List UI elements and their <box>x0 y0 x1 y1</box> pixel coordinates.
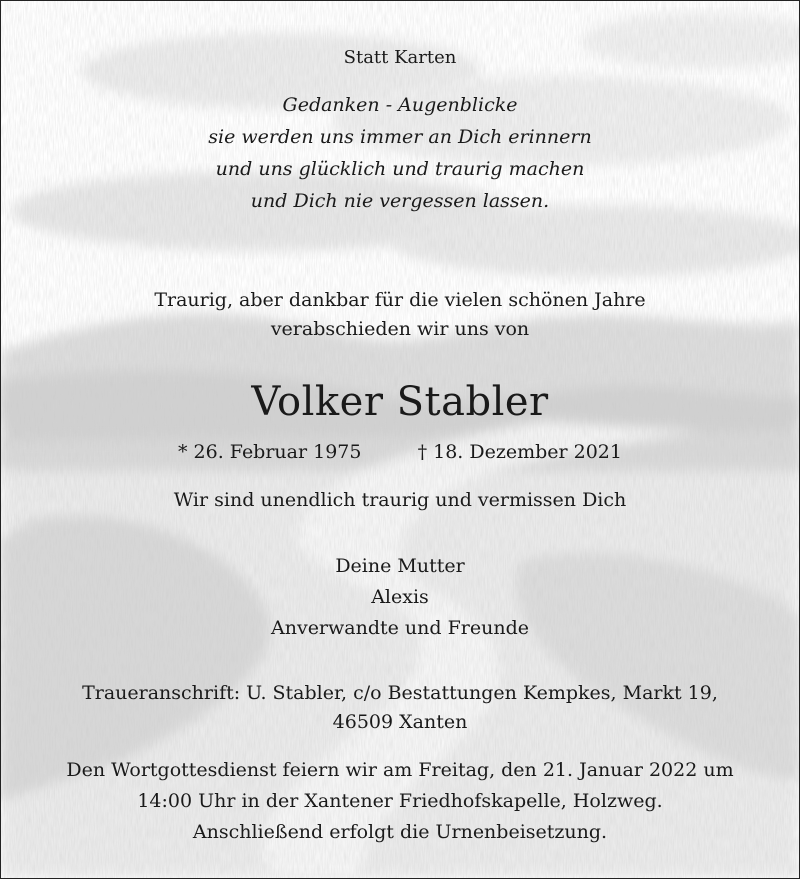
header-label: Statt Karten <box>343 47 457 68</box>
deceased-name: Volker Stabler <box>251 379 549 425</box>
mourning-address-line: Traueranschrift: U. Stabler, c/o Bestattungen Kempkes, Markt 19, <box>82 682 718 704</box>
poem-line: sie werden uns immer an Dich erinnern <box>208 126 592 148</box>
poem-line: und uns glücklich und traurig machen <box>215 158 585 180</box>
memorial-message: Wir sind unendlich traurig und vermissen Dich <box>173 489 627 511</box>
mourner-name: Deine Mutter <box>335 555 465 577</box>
life-dates <box>1 441 799 463</box>
mourning-address-line: 46509 Xanten <box>332 711 468 733</box>
poem-line: und Dich nie vergessen lassen. <box>250 190 550 212</box>
mourner-name: Anverwandte und Freunde <box>271 617 529 639</box>
death-date: † 18. Dezember 2021 <box>417 441 622 463</box>
service-info-line: 14:00 Uhr in der Xantener Friedhofskapelle, Holzweg. <box>137 790 663 812</box>
service-info-line: Den Wortgottesdienst feiern wir am Freitag, den 21. Januar 2022 um <box>66 759 734 781</box>
intro-line: Traurig, aber dankbar für die vielen schönen Jahre <box>154 289 646 311</box>
mourner-name: Alexis <box>371 586 429 608</box>
obituary-text <box>1 1 799 878</box>
intro-line: verabschieden wir uns von <box>270 318 530 340</box>
poem-line: Gedanken - Augenblicke <box>282 94 518 116</box>
birth-date: * 26. Februar 1975 <box>178 441 362 463</box>
service-info-line: Anschließend erfolgt die Urnenbeisetzung. <box>192 821 608 843</box>
